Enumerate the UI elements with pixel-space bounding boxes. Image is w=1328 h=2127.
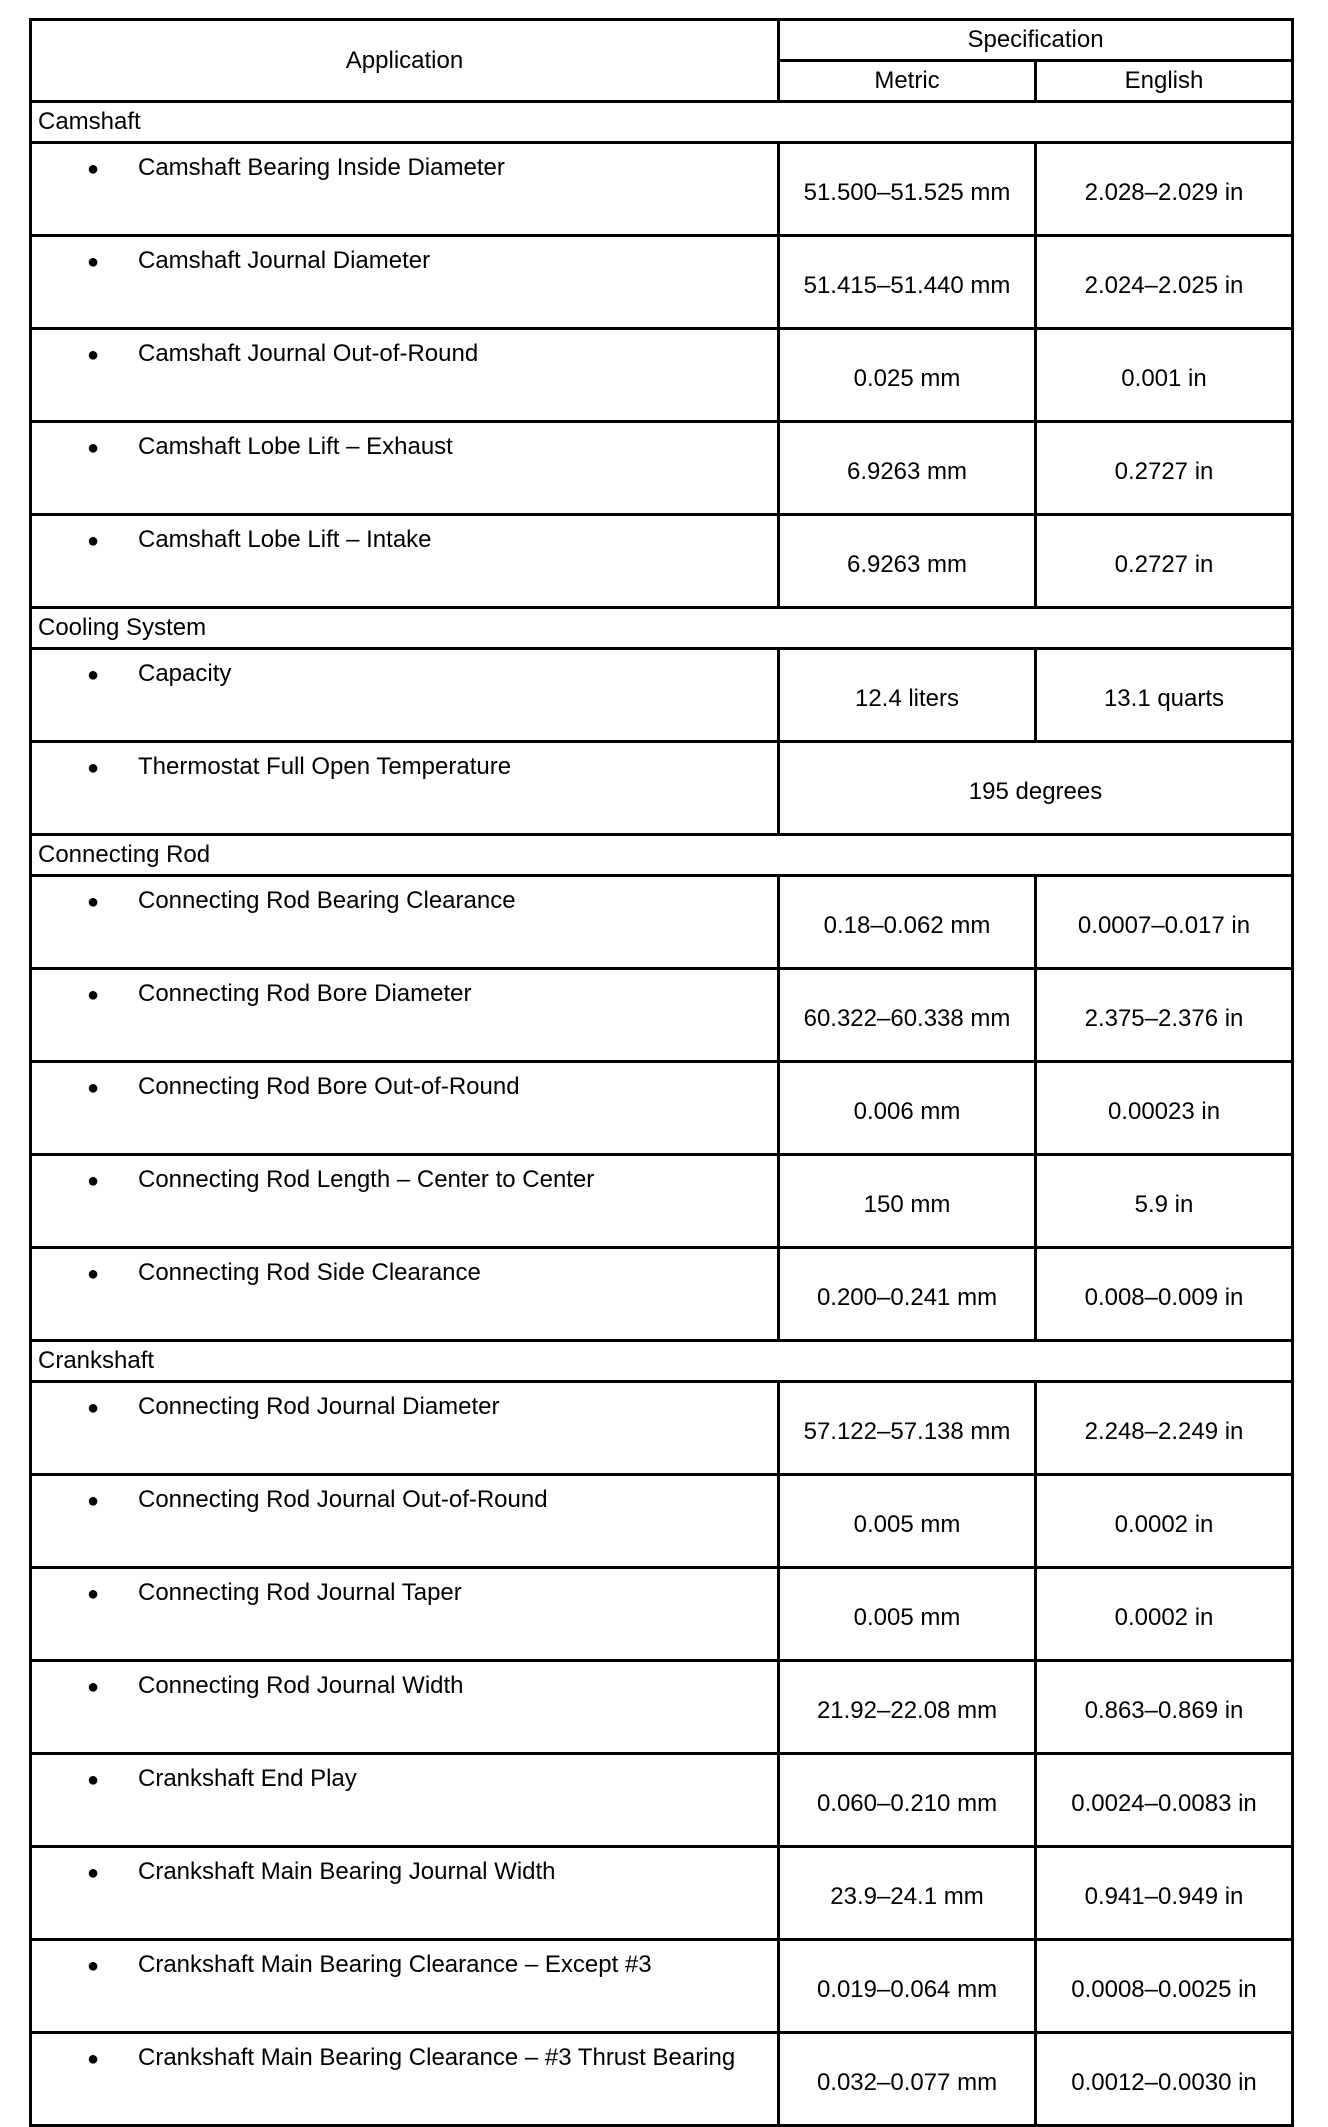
english-value-cell: 5.9 in: [1036, 1155, 1293, 1248]
item-label: Camshaft Lobe Lift – Intake: [138, 526, 432, 553]
table-row: [31, 2033, 1293, 2126]
table-row: [31, 329, 1293, 422]
item-label: Camshaft Lobe Lift – Exhaust: [138, 433, 453, 460]
bullet-icon: ●: [87, 2048, 100, 2070]
english-header: English: [1036, 61, 1293, 102]
english-value-cell: 0.0012–0.0030 in: [1036, 2033, 1293, 2126]
bullet-icon: ●: [87, 530, 100, 552]
item-label: Connecting Rod Journal Diameter: [138, 1393, 500, 1420]
table-row: [31, 1568, 1293, 1661]
application-cell: [31, 1155, 779, 1248]
specification-table: [29, 18, 1294, 2127]
table-row: [31, 515, 1293, 608]
section-row: [31, 102, 1293, 143]
combined-value-cell: 195 degrees: [779, 742, 1293, 835]
bullet-icon: ●: [87, 891, 100, 913]
bullet-icon: ●: [87, 437, 100, 459]
bullet-icon: ●: [87, 1077, 100, 1099]
table-row: [31, 236, 1293, 329]
item-label: Thermostat Full Open Temperature: [138, 753, 512, 780]
item-label: Connecting Rod Bore Diameter: [138, 980, 472, 1007]
section-title: Connecting Rod: [31, 835, 1293, 876]
item-label: Camshaft Journal Diameter: [138, 247, 431, 274]
english-value-cell: 0.0002 in: [1036, 1568, 1293, 1661]
metric-value-cell: 60.322–60.338 mm: [779, 969, 1036, 1062]
english-value-cell: 0.863–0.869 in: [1036, 1661, 1293, 1754]
metric-value-cell: 0.006 mm: [779, 1062, 1036, 1155]
english-value-cell: 2.024–2.025 in: [1036, 236, 1293, 329]
metric-value-cell: 6.9263 mm: [779, 515, 1036, 608]
item-label: Capacity: [138, 660, 232, 687]
english-value-cell: 2.028–2.029 in: [1036, 143, 1293, 236]
bullet-icon: ●: [87, 344, 100, 366]
metric-value-cell: 51.500–51.525 mm: [779, 143, 1036, 236]
bullet-icon: ●: [87, 158, 100, 180]
item-label: Connecting Rod Journal Out-of-Round: [138, 1486, 548, 1513]
english-value-cell: 2.375–2.376 in: [1036, 969, 1293, 1062]
specification-header: Specification: [779, 20, 1293, 61]
section-title: Camshaft: [31, 102, 1293, 143]
section-row: [31, 608, 1293, 649]
table-row: [31, 422, 1293, 515]
english-value-cell: 0.008–0.009 in: [1036, 1248, 1293, 1341]
bullet-icon: ●: [87, 251, 100, 273]
item-label: Crankshaft Main Bearing Clearance – Except #3: [138, 1951, 652, 1978]
metric-value-cell: 0.032–0.077 mm: [779, 2033, 1036, 2126]
bullet-icon: ●: [87, 1955, 100, 1977]
item-label: Crankshaft End Play: [138, 1765, 357, 1792]
bullet-icon: ●: [87, 1676, 100, 1698]
application-cell: [31, 515, 779, 608]
item-label: Camshaft Bearing Inside Diameter: [138, 154, 505, 181]
bullet-icon: ●: [87, 1862, 100, 1884]
item-label: Connecting Rod Length – Center to Center: [138, 1166, 595, 1193]
metric-value-cell: 12.4 liters: [779, 649, 1036, 742]
section-row: [31, 1341, 1293, 1382]
application-cell: [31, 1475, 779, 1568]
item-label: Connecting Rod Journal Taper: [138, 1579, 462, 1606]
section-title: Crankshaft: [31, 1341, 1293, 1382]
item-label: Camshaft Journal Out-of-Round: [138, 340, 479, 367]
english-value-cell: 2.248–2.249 in: [1036, 1382, 1293, 1475]
english-value-cell: 0.001 in: [1036, 329, 1293, 422]
table-row: [31, 1248, 1293, 1341]
item-label: Connecting Rod Bearing Clearance: [138, 887, 516, 914]
metric-value-cell: 0.200–0.241 mm: [779, 1248, 1036, 1341]
english-value-cell: 13.1 quarts: [1036, 649, 1293, 742]
english-value-cell: 0.00023 in: [1036, 1062, 1293, 1155]
english-value-cell: 0.0002 in: [1036, 1475, 1293, 1568]
application-cell: [31, 1248, 779, 1341]
item-label: Connecting Rod Bore Out-of-Round: [138, 1073, 520, 1100]
metric-value-cell: 0.18–0.062 mm: [779, 876, 1036, 969]
metric-value-cell: 21.92–22.08 mm: [779, 1661, 1036, 1754]
metric-value-cell: 0.019–0.064 mm: [779, 1940, 1036, 2033]
table-row: [31, 1155, 1293, 1248]
application-cell: [31, 969, 779, 1062]
metric-value-cell: 0.005 mm: [779, 1475, 1036, 1568]
english-value-cell: 0.941–0.949 in: [1036, 1847, 1293, 1940]
section-title: Cooling System: [31, 608, 1293, 649]
item-label: Connecting Rod Side Clearance: [138, 1259, 481, 1286]
table-row: [31, 1661, 1293, 1754]
english-value-cell: 0.2727 in: [1036, 515, 1293, 608]
table-row: [31, 143, 1293, 236]
application-cell: [31, 1754, 779, 1847]
bullet-icon: ●: [87, 984, 100, 1006]
application-cell: [31, 1382, 779, 1475]
metric-value-cell: 51.415–51.440 mm: [779, 236, 1036, 329]
application-cell: [31, 1062, 779, 1155]
bullet-icon: ●: [87, 1170, 100, 1192]
application-cell: [31, 1940, 779, 2033]
table-body: [31, 102, 1293, 2126]
table-row: [31, 1847, 1293, 1940]
metric-header: Metric: [779, 61, 1036, 102]
application-cell: [31, 143, 779, 236]
table-row: [31, 1940, 1293, 2033]
metric-value-cell: 0.005 mm: [779, 1568, 1036, 1661]
bullet-icon: ●: [87, 1583, 100, 1605]
metric-value-cell: 0.060–0.210 mm: [779, 1754, 1036, 1847]
application-cell: [31, 649, 779, 742]
item-label: Connecting Rod Journal Width: [138, 1672, 464, 1699]
table-row: [31, 1382, 1293, 1475]
item-label: Crankshaft Main Bearing Journal Width: [138, 1858, 556, 1885]
application-cell: [31, 329, 779, 422]
application-cell: [31, 2033, 779, 2126]
english-value-cell: 0.0024–0.0083 in: [1036, 1754, 1293, 1847]
bullet-icon: ●: [87, 1263, 100, 1285]
application-cell: [31, 742, 779, 835]
metric-value-cell: 23.9–24.1 mm: [779, 1847, 1036, 1940]
table-row: [31, 969, 1293, 1062]
application-cell: [31, 1568, 779, 1661]
english-value-cell: 0.0008–0.0025 in: [1036, 1940, 1293, 2033]
metric-value-cell: 6.9263 mm: [779, 422, 1036, 515]
table-row: [31, 1062, 1293, 1155]
bullet-icon: ●: [87, 757, 100, 779]
bullet-icon: ●: [87, 664, 100, 686]
table-row: [31, 876, 1293, 969]
metric-value-cell: 0.025 mm: [779, 329, 1036, 422]
application-cell: [31, 236, 779, 329]
bullet-icon: ●: [87, 1769, 100, 1791]
item-label: Crankshaft Main Bearing Clearance – #3 Thrust Bearing: [138, 2044, 736, 2071]
table-row: [31, 1475, 1293, 1568]
application-cell: [31, 1847, 779, 1940]
bullet-icon: ●: [87, 1397, 100, 1419]
table-row: [31, 1754, 1293, 1847]
english-value-cell: 0.0007–0.017 in: [1036, 876, 1293, 969]
table-header: [31, 20, 1293, 102]
english-value-cell: 0.2727 in: [1036, 422, 1293, 515]
table-row: [31, 742, 1293, 835]
table-row: [31, 649, 1293, 742]
application-cell: [31, 1661, 779, 1754]
section-row: [31, 835, 1293, 876]
bullet-icon: ●: [87, 1490, 100, 1512]
application-cell: [31, 422, 779, 515]
application-cell: [31, 876, 779, 969]
metric-value-cell: 57.122–57.138 mm: [779, 1382, 1036, 1475]
application-header: Application: [31, 20, 779, 102]
metric-value-cell: 150 mm: [779, 1155, 1036, 1248]
